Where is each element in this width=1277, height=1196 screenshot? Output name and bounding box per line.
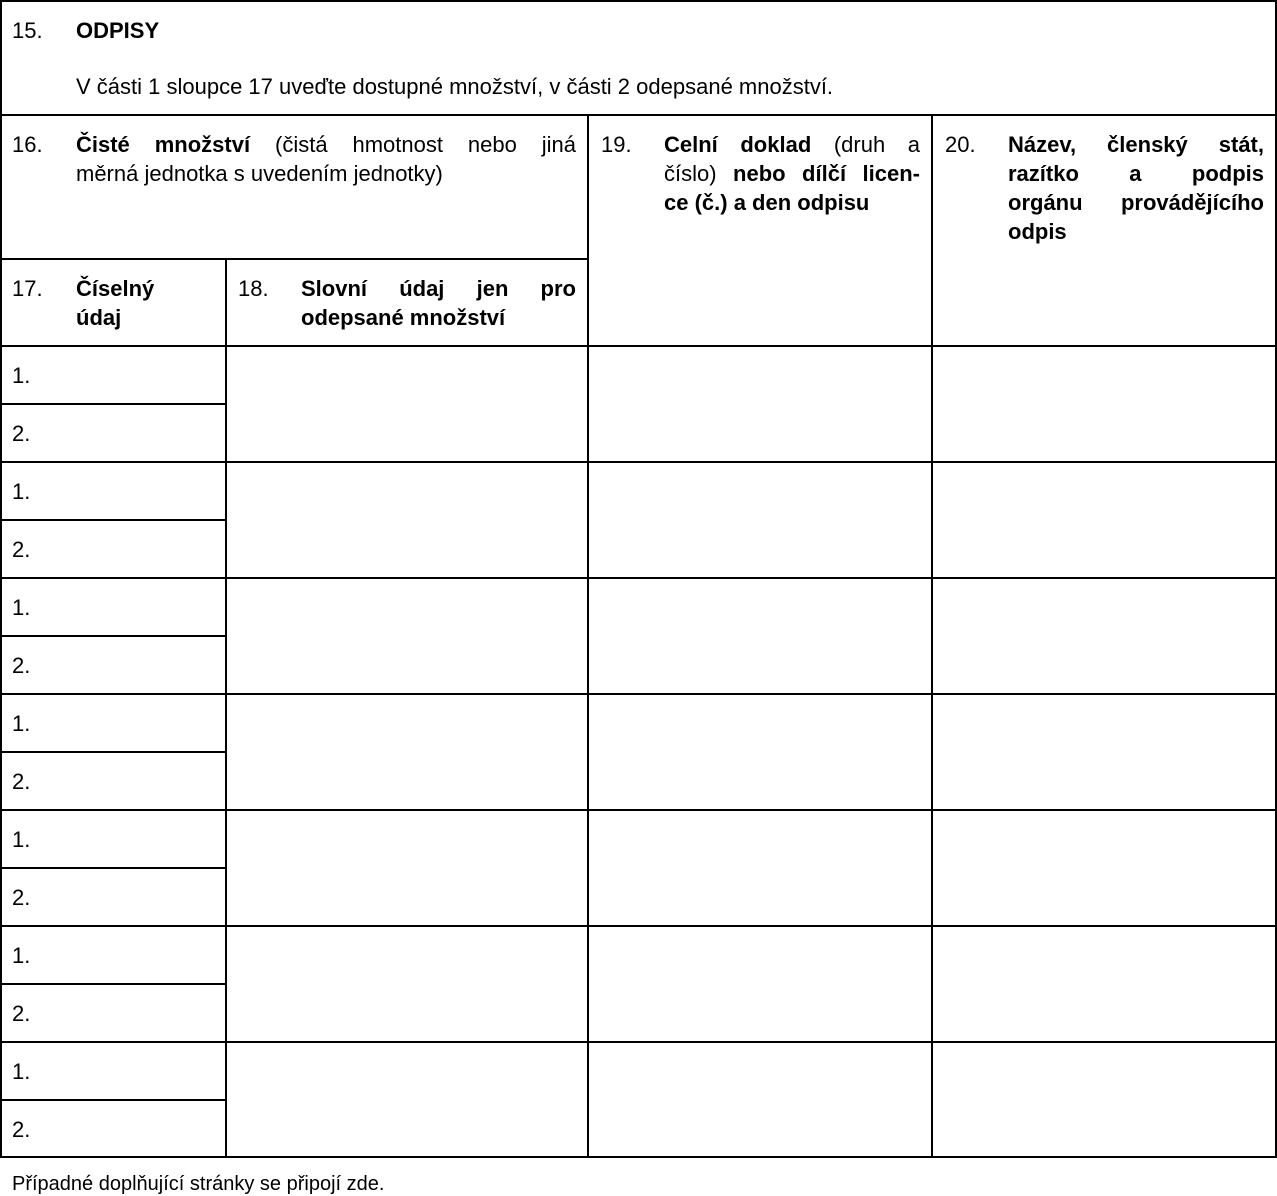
section-17-text — [76, 274, 216, 332]
section-17-line2: údaj — [76, 305, 122, 330]
section-18-line1: Slovní údaj jen pro — [301, 276, 576, 301]
section-19-line3: ce (č.) a den odpisu — [664, 190, 870, 215]
row-group-divider — [0, 925, 1277, 927]
row-part2-label: 2. — [12, 537, 31, 562]
section-16-label-rest: (čistá hmotnost nebo jiná — [250, 132, 576, 157]
section-16-text — [76, 130, 576, 188]
section-20-number: 20. — [945, 132, 976, 157]
section-20-line1: Název, členský stát, — [1008, 132, 1264, 157]
section-16-line2: měrná jednotka s uvedením jednotky) — [76, 161, 443, 186]
col-divider-18-19 — [587, 114, 589, 1158]
row-part2-label: 2. — [12, 1001, 31, 1026]
row-part-divider — [0, 751, 227, 753]
section-18-text — [301, 274, 576, 332]
section-16-number: 16. — [12, 132, 43, 157]
section-20-line4: odpis — [1008, 219, 1067, 244]
row-group-divider — [0, 809, 1277, 811]
row-part1-label: 1. — [12, 827, 31, 852]
row-part1-label: 1. — [12, 363, 31, 388]
row-part2-label: 2. — [12, 769, 31, 794]
footer-note: Případné doplňující stránky se připojí zde. — [12, 1173, 385, 1195]
row-part-divider — [0, 867, 227, 869]
row-group-divider — [0, 461, 1277, 463]
section-19-text — [664, 130, 920, 217]
section-19-line2-plain: číslo) — [664, 161, 734, 186]
section-15-instruction: V části 1 sloupce 17 uveďte dostupné množství, v části 2 odepsané množství. — [76, 74, 834, 99]
row-group-divider — [0, 1041, 1277, 1043]
row-part2-label: 2. — [12, 885, 31, 910]
row-group-divider — [0, 693, 1277, 695]
row-part1-label: 1. — [12, 1059, 31, 1084]
row-part1-label: 1. — [12, 711, 31, 736]
section-19-line2-bold: nebo dílčí licen- — [733, 161, 920, 186]
section-15-number: 15. — [12, 18, 43, 43]
section-17-line1: Číselný — [76, 276, 155, 301]
section-18-line2: odepsané množství — [301, 305, 506, 330]
row-part2-label: 2. — [12, 421, 31, 446]
row-part-divider — [0, 635, 227, 637]
section-20-line3: orgánu provádějícího — [1008, 190, 1264, 215]
row-part1-label: 1. — [12, 943, 31, 968]
row-part1-label: 1. — [12, 595, 31, 620]
row-part-divider — [0, 1099, 227, 1101]
section-18-number: 18. — [238, 276, 269, 301]
border-bottom — [0, 1156, 1277, 1158]
section-19-number: 19. — [601, 132, 632, 157]
row-part-divider — [0, 983, 227, 985]
section-17-number: 17. — [12, 276, 43, 301]
row-part-divider — [0, 519, 227, 521]
row-group-divider — [0, 577, 1277, 579]
section-20-line2: razítko a podpis — [1008, 161, 1264, 186]
section-20-text — [1008, 130, 1264, 246]
row-part1-label: 1. — [12, 479, 31, 504]
row-part2-label: 2. — [12, 653, 31, 678]
divider-header — [0, 345, 1277, 347]
col-divider-19-20 — [931, 114, 933, 1158]
col-divider-17-18 — [225, 258, 227, 1158]
section-16-label-bold: Čisté množství — [76, 132, 251, 157]
row-part2-label: 2. — [12, 1117, 31, 1142]
divider-15 — [0, 114, 1277, 116]
section-15-title: ODPISY — [76, 18, 160, 43]
section-19-label-rest: (druh a — [811, 132, 921, 157]
border-top — [0, 0, 1277, 2]
divider-16 — [0, 258, 589, 260]
section-19-label-bold: Celní doklad — [664, 132, 812, 157]
row-part-divider — [0, 403, 227, 405]
